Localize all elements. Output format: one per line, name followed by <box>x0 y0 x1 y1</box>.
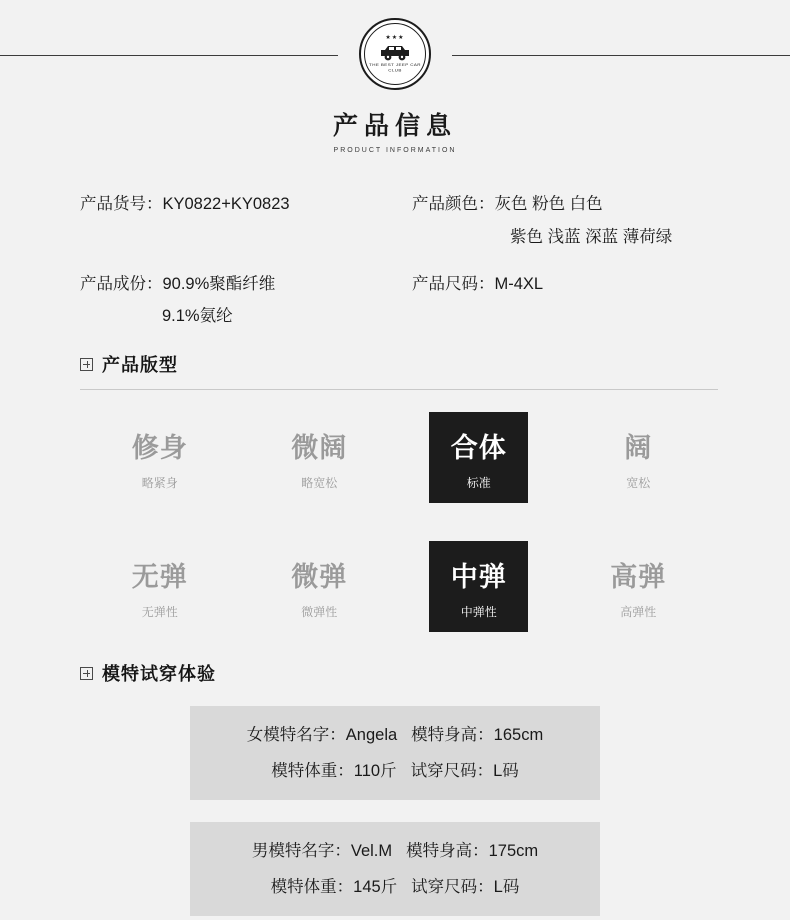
stretch-option-desc: 中弹性 <box>460 605 497 619</box>
stretch-option-desc: 高弹性 <box>620 605 657 619</box>
model-size: 试穿尺码：L码 <box>410 761 519 780</box>
model-card-list <box>0 706 790 916</box>
fit-option-selected[interactable] <box>429 412 528 503</box>
stretch-option[interactable] <box>559 541 719 632</box>
fit-section-title: 产品版型 <box>102 355 178 375</box>
fit-grid-gap <box>80 503 718 519</box>
model-card-line <box>190 760 600 784</box>
header-rule-right <box>452 55 790 56</box>
fit-grid-row-2 <box>80 541 718 632</box>
spec-cell-left <box>80 192 410 250</box>
spec-text <box>412 192 712 217</box>
stretch-option-desc: 无弹性 <box>141 605 178 619</box>
spec-cell-left <box>80 272 410 330</box>
spec-cell-right <box>412 192 712 250</box>
fit-option[interactable] <box>80 412 240 503</box>
stretch-option-label: 高弹 <box>610 562 667 592</box>
header-rule-left <box>0 55 338 56</box>
model-card <box>190 822 600 916</box>
spec-label: 产品成份： <box>80 274 163 293</box>
plus-icon <box>80 358 93 371</box>
brand-badge <box>359 18 431 90</box>
fit-option[interactable] <box>240 412 400 503</box>
model-size: 试穿尺码：L码 <box>411 877 520 896</box>
model-name: 女模特名字：Angela <box>246 726 398 744</box>
fit-option-label: 合体 <box>450 433 507 463</box>
spec-value-continued: 9.1%氨纶 <box>162 307 233 326</box>
spec-value-continued: 紫色 浅蓝 深蓝 薄荷绿 <box>510 227 673 246</box>
page-title: 产品信息 <box>332 112 457 140</box>
model-section <box>0 660 790 686</box>
stars-icon: ★★★ <box>385 35 405 41</box>
spec-row <box>80 192 712 250</box>
spec-label: 产品颜色： <box>412 195 495 213</box>
badge-arc-text: THE BEST JEEP CAR CLUB <box>369 62 421 73</box>
jeep-car-icon <box>378 42 412 62</box>
spec-text <box>412 272 712 297</box>
page-header <box>0 0 790 154</box>
model-weight: 模特体重：145斤 <box>270 877 398 896</box>
fit-option-desc: 略宽松 <box>301 476 338 490</box>
spec-value: KY0822+KY0823 <box>162 195 290 213</box>
model-height: 模特身高：165cm <box>411 726 544 744</box>
model-card-line <box>190 724 600 748</box>
model-card-line <box>190 840 600 864</box>
fit-option-desc: 略紧身 <box>141 476 178 490</box>
spec-list <box>0 192 790 329</box>
spec-cell-right <box>412 272 712 330</box>
stretch-option[interactable] <box>80 541 240 632</box>
fit-section-header <box>80 351 718 377</box>
spec-value: 灰色 粉色 白色 <box>494 195 603 213</box>
model-card-line <box>190 876 600 900</box>
spec-value: 90.9%聚酯纤维 <box>162 274 276 293</box>
fit-option-label: 修身 <box>131 433 188 463</box>
stretch-option-label: 中弹 <box>450 562 507 592</box>
fit-option-label: 阔 <box>624 433 653 463</box>
model-card <box>190 706 600 800</box>
spec-label: 产品尺码： <box>412 274 495 293</box>
stretch-option-label: 微弹 <box>291 562 348 592</box>
fit-option-label: 微阔 <box>291 433 348 463</box>
stretch-option-selected[interactable] <box>429 541 528 632</box>
spec-text <box>80 272 410 297</box>
fit-option-desc: 宽松 <box>626 476 651 490</box>
spec-row <box>80 272 712 330</box>
fit-option-desc: 标准 <box>466 476 491 490</box>
stretch-option[interactable] <box>240 541 400 632</box>
model-section-header <box>80 660 718 686</box>
fit-section <box>0 351 790 632</box>
stretch-option-desc: 微弹性 <box>301 605 338 619</box>
fit-option[interactable] <box>559 412 719 503</box>
section-divider <box>80 389 718 390</box>
spec-label: 产品货号： <box>80 195 163 213</box>
model-weight: 模特体重：110斤 <box>271 761 397 780</box>
spec-text <box>80 192 410 217</box>
plus-icon <box>80 667 93 680</box>
brand-badge-inner <box>364 23 426 85</box>
model-section-title: 模特试穿体验 <box>102 664 216 684</box>
model-name: 男模特名字：Vel.M <box>251 841 393 860</box>
stretch-option-label: 无弹 <box>131 562 188 592</box>
spec-value: M-4XL <box>494 274 544 293</box>
page-subtitle: PRODUCT INFORMATION <box>333 147 457 154</box>
fit-grid-row-1 <box>80 412 718 503</box>
model-height: 模特身高：175cm <box>406 841 539 860</box>
